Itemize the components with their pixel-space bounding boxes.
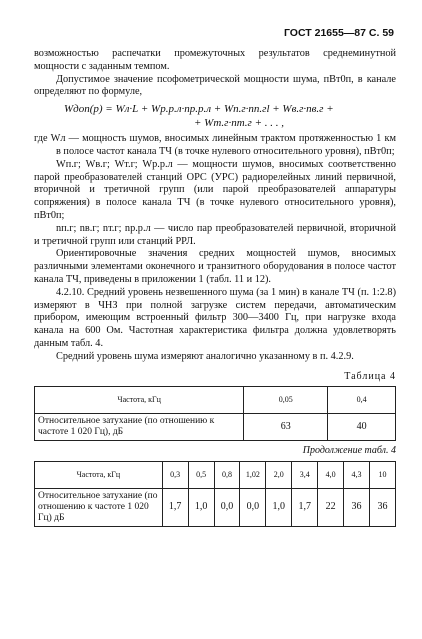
table-cell: 36 bbox=[369, 489, 395, 527]
formula-line-2: + Wт.г·nт.г + . . . , bbox=[194, 117, 284, 130]
paragraph-mean-level: Средний уровень шума измеряют аналогично указанному в п. 4.2.9. bbox=[56, 350, 354, 362]
table-4 bbox=[34, 386, 396, 441]
table-cell: 1,0 bbox=[266, 489, 292, 527]
page-header: ГОСТ 21655—87 С. 59 bbox=[283, 27, 394, 39]
document-body bbox=[34, 48, 396, 527]
table-header-cell: Частота, кГц bbox=[35, 462, 163, 489]
table-row bbox=[35, 414, 396, 441]
table-cell: 0,0 bbox=[214, 489, 240, 527]
definition-wl: где Wл — мощность шумов, вносимых линейным трактом протяженностью 1 км в полосе частот канала ТЧ (в точке нулевого относительного уровня), пВт0п; bbox=[34, 133, 396, 157]
table-header-cell: 3,4 bbox=[292, 462, 318, 489]
table-header-cell: 4,3 bbox=[344, 462, 370, 489]
definition-w-list: Wп.г; Wв.г; Wт.г; Wр.р.л — мощности шумов, вносимых соответственно парой преобразователей станций ОРС (УРС) радиорелейных линий первичной, вторичной и третичной групп (или парой преобразователей аппаратуры сопряжения) в полосе канала ТЧ (в точке нулевого относительного уровня), пВт0п; bbox=[34, 158, 396, 221]
table-row-label: Относительное затухание (по отношению к частоте 1 020 Гц) дБ bbox=[35, 489, 163, 527]
table-cell: 1,0 bbox=[188, 489, 214, 527]
table-header-row bbox=[35, 387, 396, 414]
paragraph-continuation: возможностью распечатки промежуточных результатов среднеминутной мощности с заданным темпом. bbox=[34, 48, 396, 72]
table-row bbox=[35, 489, 396, 527]
table-header-cell: 0,8 bbox=[214, 462, 240, 489]
table-cell: 63 bbox=[244, 414, 328, 441]
table-header-row bbox=[35, 462, 396, 489]
table-header-cell: 0,5 bbox=[188, 462, 214, 489]
table-cell: 0,0 bbox=[240, 489, 266, 527]
table-header-cell: 0,3 bbox=[162, 462, 188, 489]
paragraph-orientation: Ориентировочные значения средних мощностей шумов, вносимых различными элементами оконечного и транзитного оборудования в полосе частот канала ТЧ, приведены в приложении 1 (табл. 11 и 12). bbox=[34, 248, 396, 285]
formula-line-1: Wдоп(р) = Wл·L + Wр.р.л·nр.р.л + Wп.г·nп.гl + Wв.г·nв.г + bbox=[64, 103, 334, 116]
table-header-cell: 10 bbox=[369, 462, 395, 489]
paragraph-formula-intro: Допустимое значение псофометрической мощности шума, пВт0п, в канале определяют по формуле, bbox=[34, 73, 396, 98]
formula bbox=[64, 102, 396, 130]
table-cell: 40 bbox=[328, 414, 396, 441]
table-header-cell: 0,05 bbox=[244, 387, 328, 414]
table-cell: 36 bbox=[344, 489, 370, 527]
table-4-continuation-caption: Продолжение табл. 4 bbox=[302, 445, 396, 457]
table-header-cell: 4,0 bbox=[318, 462, 344, 489]
table-header-cell: Частота, кГц bbox=[35, 387, 244, 414]
table-cell: 1,7 bbox=[292, 489, 318, 527]
table-header-cell: 0,4 bbox=[328, 387, 396, 414]
table-cell: 1,7 bbox=[162, 489, 188, 527]
table-row-label: Относительное затухание (по отношению к частоте 1 020 Гц), дБ bbox=[35, 414, 244, 441]
paragraph-4-2-10: 4.2.10. Средний уровень незвешенного шума (за 1 мин) в канале ТЧ (п. 1:2.8) измеряют в ЧНЗ при полной загрузке систем передачи, автоматическим прибором, имеющим встроенный фильтр 300—3400 Гц, при нагрузке входа канала на 600 Ом. Частотная характеристика фильтра должна удовлетворять данным табл. 4. bbox=[34, 286, 396, 349]
table-4-continuation bbox=[34, 461, 396, 527]
table-header-cell: 2,0 bbox=[266, 462, 292, 489]
table-header-cell: 1,02 bbox=[240, 462, 266, 489]
table-4-caption: Таблица 4 bbox=[344, 370, 396, 382]
definition-n-list: nп.г; nв.г; nт.г; nр.р.л — число пар преобразователей первичной, вторичной и третичной групп или станций РРЛ. bbox=[34, 222, 396, 247]
table-cell: 22 bbox=[318, 489, 344, 527]
